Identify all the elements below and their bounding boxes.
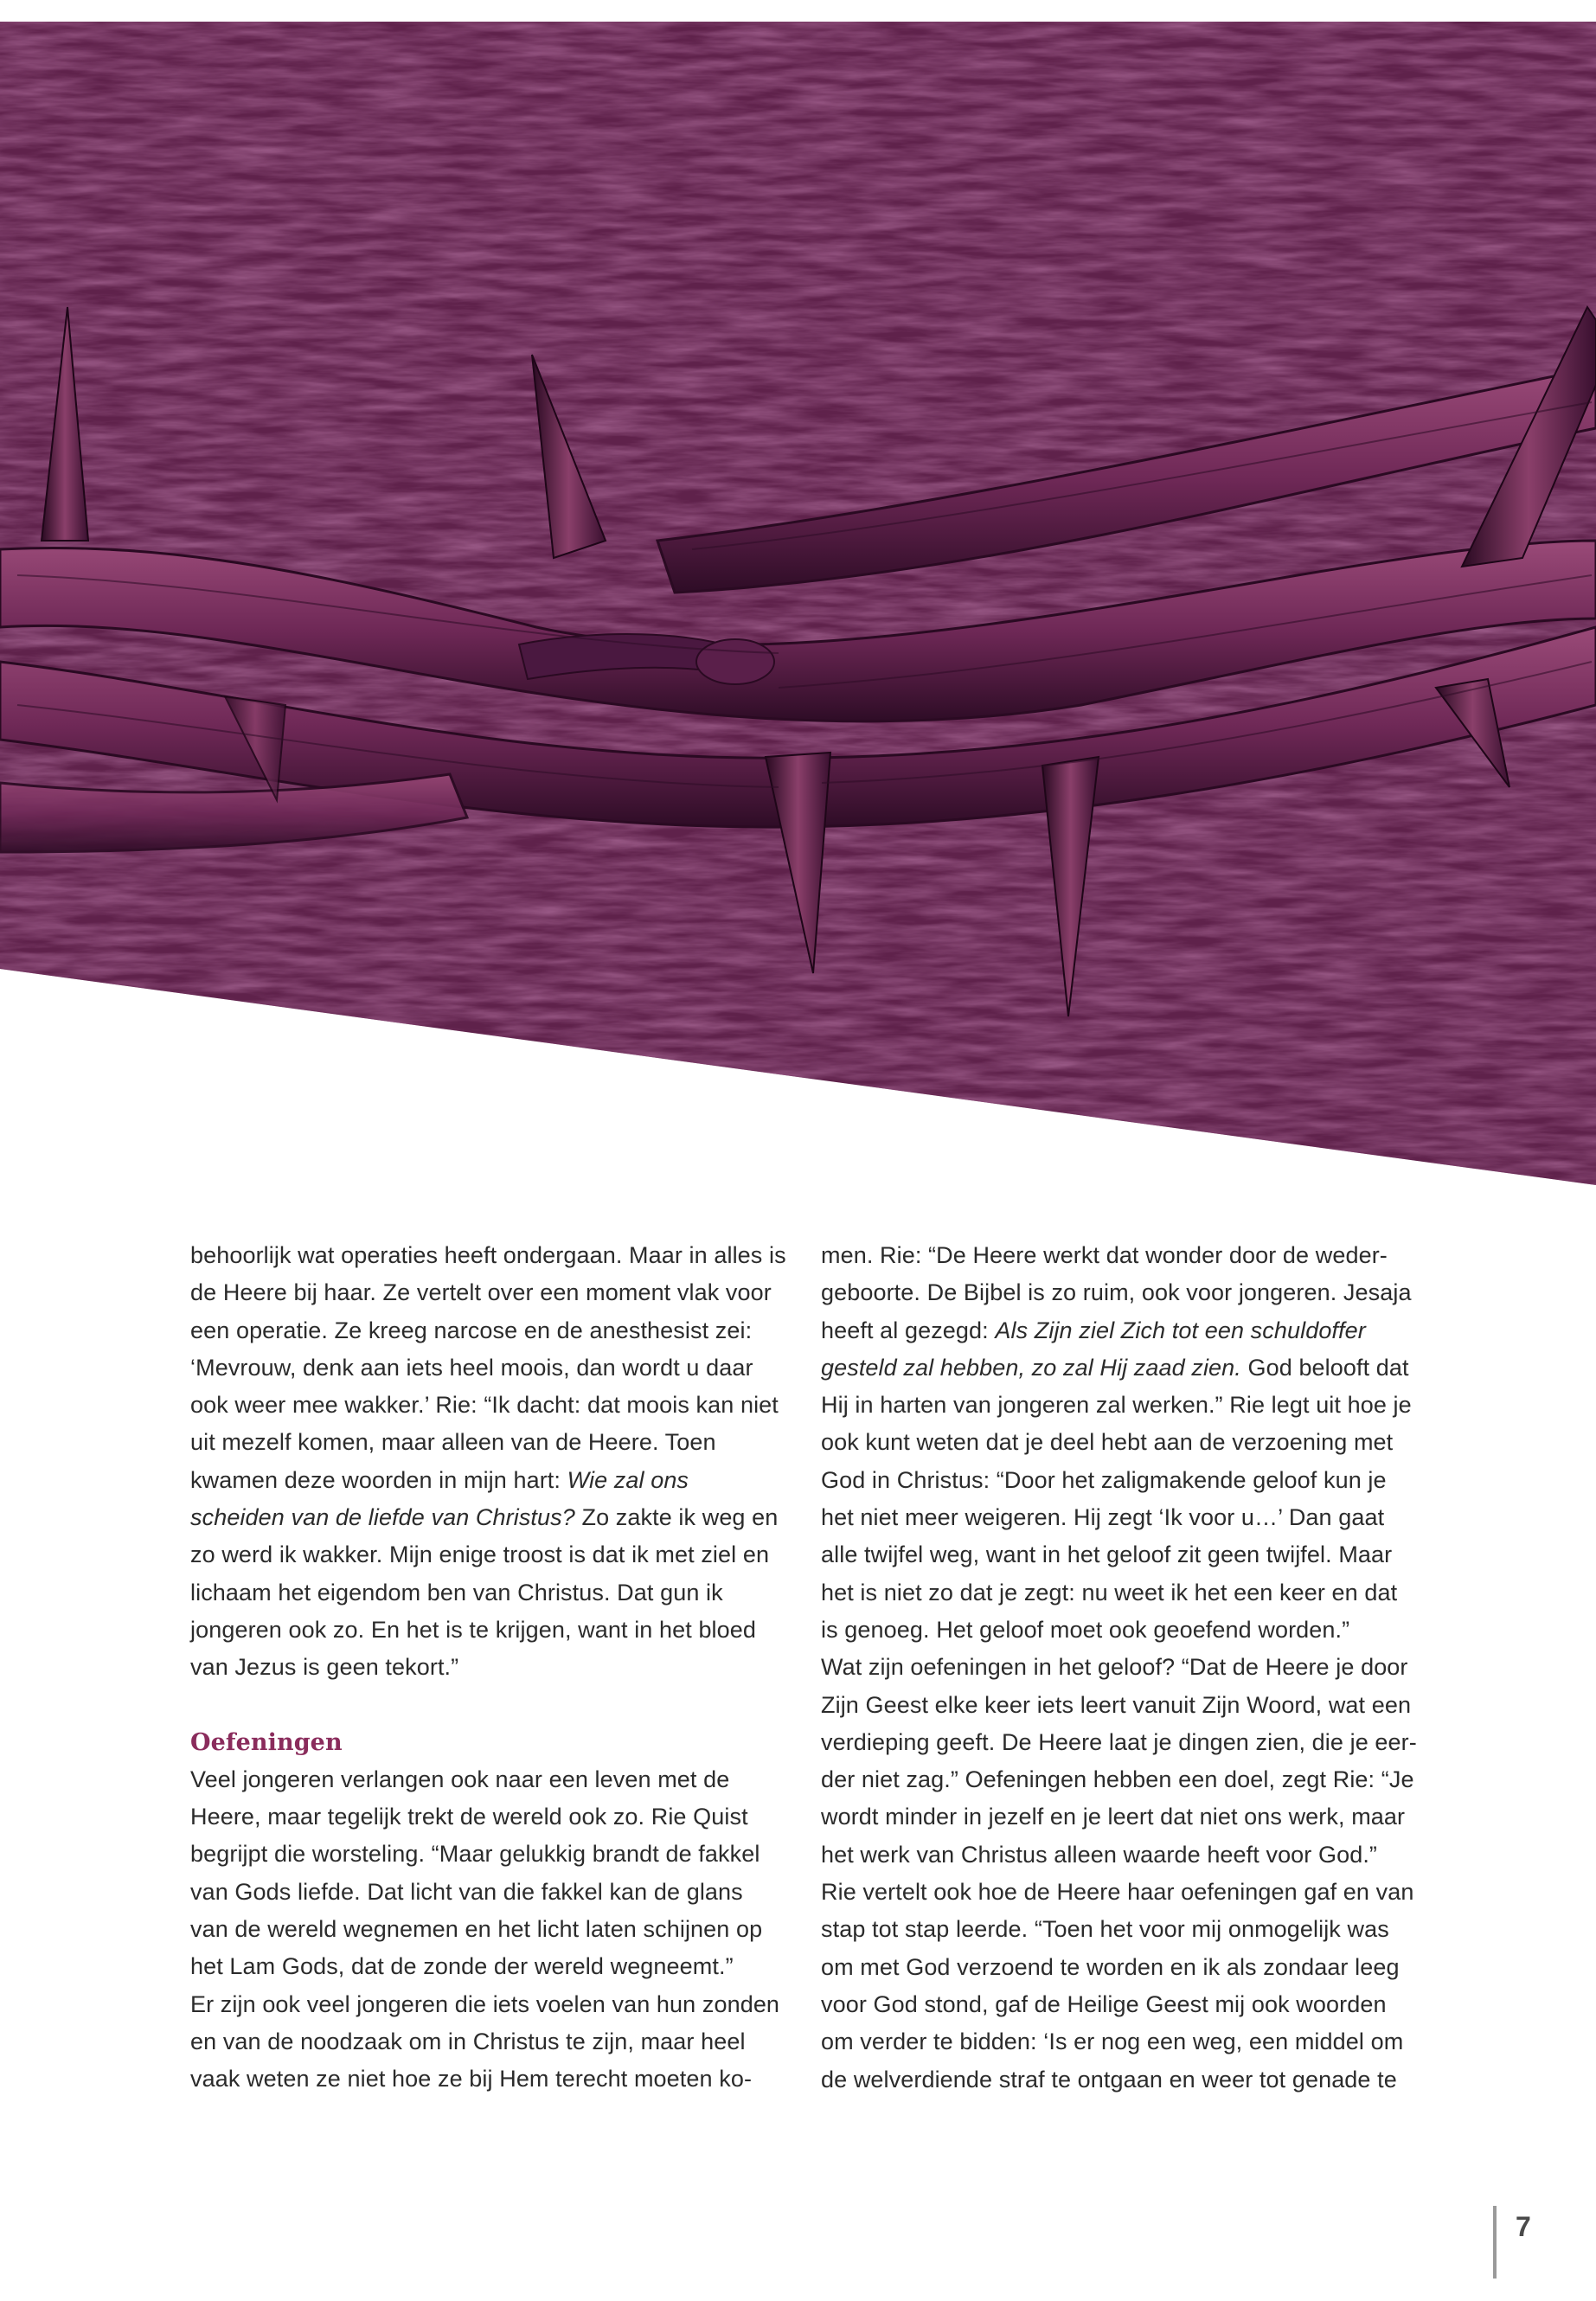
paragraph: Er zijn ook veel jongeren die iets voelen van hun zonden en van de noodzaak om in Christus te zijn, maar heel vaak weten ze niet hoe ze bij Hem terecht moeten ko- bbox=[190, 1990, 780, 2093]
article-column-right bbox=[821, 1237, 1418, 2099]
scripture-quote: Als Zijn ziel Zich tot een schuldoffer gesteld zal hebben, zo zal Hij zaad zien. bbox=[821, 1317, 1366, 1381]
paragraph: Rie vertelt ook hoe de Heere haar oefeningen gaf en van stap tot stap leerde. “Toen het voor mij onmogelijk was om met God verzoend te worden en ik als zondaar leeg voor God stond, gaf de Heilige Geest mij ook woorden om verder te bidden: ‘Is er nog een weg, een middel om de welverdiende straf te ontgaan en weer tot genade te bbox=[821, 1879, 1414, 2093]
paragraph: men. Rie: “De Heere werkt dat wonder door de weder-geboorte. De Bijbel is zo ruim, ook voor jongeren. Jesaja heeft al gezegd: Als Zijn ziel Zich tot een schuldoffer gesteld zal hebben, zo zal Hij zaad zien. God belooft dat Hij in harten van jongeren zal werken.” Rie legt uit hoe je ook kunt weten dat je deel hebt aan de verzoening met God in Christus: “Door het zaligmakende geloof kun je het niet meer weigeren. Hij zegt ‘Ik voor u…’ Dan gaat alle twijfel weg, want in het geloof zit geen twijfel. Maar het is niet zo dat je zegt: nu weet ik het een keer en dat is genoeg. Het geloof moet ook geoefend worden.” bbox=[821, 1242, 1412, 1643]
scripture-quote: Wie zal ons scheiden van de liefde van Christus? bbox=[190, 1466, 689, 1531]
section-heading: Oefeningen bbox=[190, 1728, 343, 1756]
paragraph: Wat zijn oefeningen in het geloof? “Dat de Heere je door Zijn Geest elke keer iets leert vanuit Zijn Woord, wat een verdieping geeft. De Heere laat je dingen zien, die je eer-der niet zag.” Oefeningen hebben een doel, zegt Rie: “Je wordt minder in jezelf en je leert dat niet ons werk, maar het werk van Christus alleen waarde heeft voor God.” bbox=[821, 1654, 1417, 1868]
page-number: 7 bbox=[1516, 2211, 1531, 2242]
paragraph: behoorlijk wat operaties heeft ondergaan. Maar in alles is de Heere bij haar. Ze vertelt over een moment vlak voor een operatie. Ze kreeg narcose en de anesthesist zei: ‘Mevrouw, denk aan iets heel moois, dan wordt u daar ook weer mee wakker.’ Rie: “Ik dacht: dat moois kan niet uit mezelf komen, maar alleen van de Heere. Toen kwamen deze woorden in mijn hart: Wie zal ons scheiden van de liefde van Christus? Zo zakte ik weg en zo werd ik wakker. Mijn enige troost is dat ik met ziel en lichaam het eigendom ben van Christus. Dat gun ik jongeren ook zo. En het is te krijgen, want in het bloed van Jezus is geen tekort.” bbox=[190, 1242, 786, 1681]
paragraph: Veel jongeren verlangen ook naar een leven met de Heere, maar tegelijk trekt de wereld ook zo. Rie Quist begrijpt die worsteling. “Maar gelukkig brandt de fakkel van Gods liefde. Dat licht van die fakkel kan de glans van de wereld wegnemen en het licht laten schijnen op het Lam Gods, dat de zonde der wereld wegneemt.” bbox=[190, 1766, 763, 1980]
page-number-divider bbox=[1493, 2206, 1497, 2279]
article-column-left bbox=[190, 1237, 787, 2099]
hero-image bbox=[0, 22, 1596, 1194]
crown-of-thorns-photo bbox=[0, 22, 1596, 1194]
